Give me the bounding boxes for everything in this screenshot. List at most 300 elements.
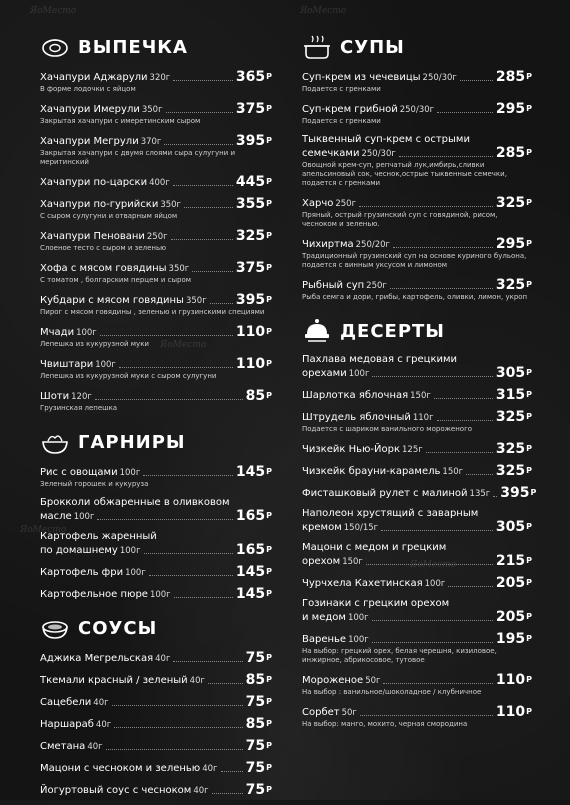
item-name: орехом xyxy=(302,556,341,567)
item-name: Рис с овощами xyxy=(40,467,118,478)
menu-item xyxy=(302,705,532,729)
price-value: 305 xyxy=(495,365,526,381)
item-weight: 250г xyxy=(335,199,357,209)
price-value: 110 xyxy=(235,324,266,340)
dot-leader xyxy=(174,597,233,598)
price-value: 395 xyxy=(500,485,530,501)
item-description: В форме лодочки с яйцом xyxy=(40,85,136,93)
ruble-sign: Р xyxy=(266,104,272,113)
dot-leader xyxy=(173,80,233,81)
section-title: ВЫПЕЧКА xyxy=(78,36,188,58)
menu-item xyxy=(40,673,272,687)
item-row xyxy=(40,695,272,709)
dot-leader xyxy=(100,335,233,336)
item-price xyxy=(496,520,532,534)
item-price xyxy=(496,632,532,646)
item-row xyxy=(40,761,272,775)
item-name: Сорбет xyxy=(302,707,340,718)
item-row xyxy=(40,673,272,687)
item-price xyxy=(236,543,272,557)
item-weight: 120г xyxy=(71,392,92,402)
item-price xyxy=(496,146,532,160)
item-weight: 370г xyxy=(140,137,162,147)
menu-item xyxy=(40,717,272,731)
menu-item xyxy=(40,175,272,189)
item-price xyxy=(496,366,532,380)
item-name: Картофельное пюре xyxy=(40,589,148,600)
item-description: Закрытая хачапури с двумя слоями сыра сулугуни и меритинский xyxy=(40,149,236,166)
item-price xyxy=(496,102,532,116)
price-value: 355 xyxy=(235,196,266,212)
section-supy xyxy=(302,28,532,302)
price-value: 75 xyxy=(245,694,266,710)
item-weight: 100г xyxy=(119,546,141,556)
item-weight: 150г xyxy=(342,557,363,567)
item-name: Сацебели xyxy=(40,697,92,708)
item-weight: 100г xyxy=(149,590,171,600)
item-row xyxy=(40,739,272,753)
ruble-sign: Р xyxy=(526,578,532,587)
ruble-sign: Р xyxy=(526,444,532,453)
item-weight: 350г xyxy=(185,296,207,306)
menu-item xyxy=(40,695,272,709)
item-name: и медом xyxy=(302,612,346,623)
section-vypechka xyxy=(40,28,272,413)
item-row xyxy=(40,565,272,579)
ruble-sign: Р xyxy=(266,295,272,304)
menu-item xyxy=(302,278,532,302)
item-name: орехами xyxy=(302,368,347,379)
item-row xyxy=(302,366,532,380)
dot-leader xyxy=(166,112,233,113)
item-name: Хофа с мясом говядины xyxy=(40,263,167,274)
item-row xyxy=(40,587,272,601)
item-price xyxy=(246,695,272,709)
item-weight: 100г xyxy=(73,512,95,522)
item-price xyxy=(236,229,272,243)
item-name-line1: Наполеон хрустящий с заварным xyxy=(302,508,479,519)
menu-item xyxy=(302,508,532,534)
ruble-sign: Р xyxy=(266,545,272,554)
menu-item xyxy=(302,410,532,434)
item-name: Ткемали красный / зеленый xyxy=(40,675,188,686)
item-row xyxy=(302,102,532,116)
dot-leader xyxy=(448,586,493,587)
item-name: Суп-крем грибной xyxy=(302,104,398,115)
item-description: Овощной крем-суп, репчатый лук,имбирь,сливки апельсиновый сок, чеснок,острые тыквенные семечки, подается с гренками xyxy=(302,161,507,187)
item-row xyxy=(302,442,532,456)
item-name: Чизкейк брауни-карамель xyxy=(302,466,441,477)
item-name: Штрудель яблочный xyxy=(302,412,411,423)
item-weight: 40г xyxy=(155,654,171,664)
item-weight: 40г xyxy=(93,698,109,708)
price-value: 285 xyxy=(495,69,526,85)
price-value: 110 xyxy=(495,704,526,720)
ruble-sign: Р xyxy=(266,359,272,368)
item-name-line1: Мацони с медом и грецким xyxy=(302,542,447,553)
item-description: С томатом , болгарским перцем и сыром xyxy=(40,276,192,284)
item-description: Пирог с мясом говядины , зеленью и грузинскими специями xyxy=(40,308,265,316)
ruble-sign: Р xyxy=(526,148,532,157)
item-price xyxy=(496,610,532,624)
soup-pot-icon xyxy=(302,32,332,62)
item-description: Лепешка из кукурузной муки с сыром сулугуни xyxy=(40,372,217,380)
ruble-sign: Р xyxy=(266,467,272,476)
price-value: 205 xyxy=(495,609,526,625)
menu-item xyxy=(40,70,272,94)
item-name: по домашнему xyxy=(40,545,118,556)
item-description: Подается с гренками xyxy=(302,85,381,93)
item-description: Лепешка из кукурузной муки xyxy=(40,340,149,348)
price-value: 375 xyxy=(235,101,266,117)
dot-leader xyxy=(144,553,233,554)
menu-item xyxy=(302,598,532,624)
ruble-sign: Р xyxy=(526,634,532,643)
item-weight: 150/15г xyxy=(343,523,379,533)
item-weight: 50г xyxy=(365,676,381,686)
watermark: ЯоМесто xyxy=(20,525,67,535)
ruble-sign: Р xyxy=(266,391,272,400)
dot-leader xyxy=(437,420,493,421)
menu-item xyxy=(40,783,272,797)
item-name-line1: Тыквенный суп-крем с острыми xyxy=(302,134,470,145)
bowl-icon xyxy=(40,427,70,457)
item-name: кремом xyxy=(302,522,342,533)
price-value: 375 xyxy=(235,260,266,276)
ruble-sign: Р xyxy=(266,567,272,576)
dot-leader xyxy=(208,683,243,684)
item-name: Хачапури Имерули xyxy=(40,104,140,115)
dot-leader xyxy=(372,620,493,621)
item-price xyxy=(236,102,272,116)
ruble-sign: Р xyxy=(526,522,532,531)
item-name-line1: Пахлава медовая с грецкими xyxy=(302,354,458,365)
dot-leader xyxy=(192,271,233,272)
item-name: Хачапури Мегрули xyxy=(40,136,139,147)
item-weight: 100г xyxy=(95,360,116,370)
item-name: Варенье xyxy=(302,634,347,645)
item-row xyxy=(40,783,272,797)
dot-leader xyxy=(97,519,232,520)
price-value: 75 xyxy=(245,760,266,776)
menu-item xyxy=(302,576,532,590)
item-price xyxy=(496,70,532,84)
item-price xyxy=(246,673,272,687)
price-value: 195 xyxy=(495,631,526,647)
price-value: 75 xyxy=(245,782,266,798)
menu-item xyxy=(40,761,272,775)
item-price xyxy=(236,197,272,211)
dot-leader xyxy=(426,452,493,453)
dot-leader xyxy=(164,144,233,145)
item-name: Харчо xyxy=(302,198,334,209)
dot-leader xyxy=(393,247,493,248)
item-row xyxy=(302,673,532,687)
menu-item xyxy=(40,651,272,665)
item-price xyxy=(496,278,532,292)
ruble-sign: Р xyxy=(526,390,532,399)
item-name: Хачапури по-гурийски xyxy=(40,199,159,210)
item-weight: 250/30г xyxy=(399,105,435,115)
item-name-line1: Брокколи обжаренные в оливковом xyxy=(40,497,230,508)
dot-leader xyxy=(359,206,493,207)
item-price xyxy=(236,175,272,189)
item-price xyxy=(496,196,532,210)
menu-item xyxy=(40,293,272,317)
menu-item xyxy=(302,102,532,126)
item-row xyxy=(302,576,532,590)
item-row xyxy=(302,464,532,478)
item-row xyxy=(302,70,532,84)
menu-item xyxy=(302,134,532,188)
ruble-sign: Р xyxy=(526,280,532,289)
dot-leader xyxy=(372,376,492,377)
dot-leader xyxy=(106,749,243,750)
item-row xyxy=(302,632,532,646)
price-value: 285 xyxy=(495,145,526,161)
item-price xyxy=(496,237,532,251)
item-price xyxy=(496,705,532,719)
dot-leader xyxy=(372,642,493,643)
item-row xyxy=(40,651,272,665)
item-price xyxy=(246,717,272,731)
item-price xyxy=(236,357,272,371)
ruble-sign: Р xyxy=(526,412,532,421)
item-price xyxy=(236,325,272,339)
item-name: Йогуртовый соус с чесноком xyxy=(40,785,192,796)
dot-leader xyxy=(221,771,243,772)
menu-item xyxy=(40,497,272,523)
ruble-sign: Р xyxy=(266,719,272,728)
price-value: 295 xyxy=(495,236,526,252)
item-name-line1: Картофель жаренный xyxy=(40,531,157,542)
item-price xyxy=(236,134,272,148)
price-value: 445 xyxy=(235,174,266,190)
price-value: 365 xyxy=(235,69,266,85)
item-weight: 40г xyxy=(202,764,218,774)
item-name: семечками xyxy=(302,148,360,159)
menu-item xyxy=(40,389,272,413)
item-price xyxy=(246,761,272,775)
ruble-sign: Р xyxy=(266,199,272,208)
ruble-sign: Р xyxy=(266,327,272,336)
item-description: Закрытая хачапури с имеретинским сыром xyxy=(40,117,201,125)
item-price xyxy=(500,486,536,500)
price-value: 325 xyxy=(495,195,526,211)
item-row xyxy=(40,465,272,479)
item-row xyxy=(40,102,272,116)
menu-item xyxy=(40,357,272,381)
item-row xyxy=(40,509,272,523)
item-price xyxy=(496,410,532,424)
item-row xyxy=(40,357,272,371)
item-name: Шарлотка яблочная xyxy=(302,390,409,401)
item-price xyxy=(236,70,272,84)
item-row xyxy=(302,196,532,210)
item-weight: 350г xyxy=(141,105,163,115)
item-weight: 40г xyxy=(87,742,103,752)
menu-item xyxy=(302,464,532,478)
dot-leader xyxy=(381,530,493,531)
dot-leader xyxy=(143,475,233,476)
ruble-sign: Р xyxy=(526,466,532,475)
item-price xyxy=(236,465,272,479)
price-value: 145 xyxy=(235,586,266,602)
item-description: Слоеное тесто с сыром и зеленью xyxy=(40,244,167,252)
price-value: 85 xyxy=(245,388,266,404)
item-name: Чвиштари xyxy=(40,359,94,370)
item-weight: 125г xyxy=(402,445,423,455)
item-row xyxy=(40,197,272,211)
item-price xyxy=(236,261,272,275)
item-weight: 350г xyxy=(160,200,182,210)
item-weight: 100г xyxy=(125,568,146,578)
price-value: 295 xyxy=(495,101,526,117)
price-value: 165 xyxy=(235,542,266,558)
item-name: Мчади xyxy=(40,327,75,338)
item-row xyxy=(302,520,532,534)
item-name: Хачапури Пеновани xyxy=(40,231,145,242)
item-description: С сыром сулугуни и отварным яйцом xyxy=(40,212,178,220)
dot-leader xyxy=(399,156,493,157)
menu-item xyxy=(40,134,272,167)
item-weight: 100г xyxy=(424,579,446,589)
price-value: 145 xyxy=(235,564,266,580)
item-weight: 250/30г xyxy=(422,73,457,83)
ruble-sign: Р xyxy=(530,488,537,497)
item-row xyxy=(40,261,272,275)
section-title: СОУСЫ xyxy=(78,617,158,639)
item-name: Чурчхела Кахетинская xyxy=(302,578,423,589)
sauce-bowl-icon xyxy=(40,613,70,643)
watermark: ЯоМесто xyxy=(300,6,347,16)
dot-leader xyxy=(114,727,242,728)
dot-leader xyxy=(171,239,233,240)
item-price xyxy=(236,509,272,523)
item-weight: 250/20г xyxy=(355,240,390,250)
dot-leader xyxy=(366,564,493,565)
right-column xyxy=(302,28,537,737)
dot-leader xyxy=(466,474,493,475)
ruble-sign: Р xyxy=(266,511,272,520)
dot-leader xyxy=(95,399,243,400)
item-description: Грузинская лепешка xyxy=(40,404,118,412)
ruble-sign: Р xyxy=(266,763,272,772)
item-name-line1: Гозинаки с грецким орехом xyxy=(302,598,450,609)
item-name: Хачапури Аджарули xyxy=(40,72,148,83)
item-description: Подается с шариком ванильного мороженого xyxy=(302,425,473,433)
item-price xyxy=(496,442,532,456)
item-weight: 150г xyxy=(442,467,464,477)
item-weight: 40г xyxy=(193,786,209,796)
item-description: Пряный, острый грузинский суп с говядиной, рисом, чесноком и зеленью. xyxy=(302,211,498,228)
menu-item xyxy=(302,388,532,402)
price-value: 75 xyxy=(245,650,266,666)
item-name: Фисташковый рулет с малиной xyxy=(302,488,468,499)
item-name: Хачапури по-царски xyxy=(40,177,148,188)
item-row xyxy=(40,229,272,243)
price-value: 85 xyxy=(245,716,266,732)
menu-item xyxy=(40,325,272,349)
dot-leader xyxy=(434,398,493,399)
item-description: На выбор: манго, мохито, черная смородина xyxy=(302,720,468,728)
item-price xyxy=(236,293,272,307)
item-price xyxy=(246,739,272,753)
ruble-sign: Р xyxy=(526,675,532,684)
price-value: 305 xyxy=(495,519,526,535)
item-name: Наршараб xyxy=(40,719,94,730)
item-weight: 400г xyxy=(149,178,170,188)
item-name: Шоти xyxy=(40,391,70,402)
item-weight: 250/30г xyxy=(361,149,396,159)
item-weight: 100г xyxy=(76,328,97,338)
section-sousy xyxy=(40,609,272,797)
item-price xyxy=(496,464,532,478)
dot-leader xyxy=(360,715,493,716)
section-title: ДЕСЕРТЫ xyxy=(340,320,445,342)
item-row xyxy=(40,134,272,148)
menu-item xyxy=(302,354,532,380)
item-price xyxy=(246,783,272,797)
item-row xyxy=(40,70,272,84)
item-price xyxy=(496,673,532,687)
item-row xyxy=(40,717,272,731)
item-description: Рыба семга и дори, грибы, картофель, оливки, лимон, укроп xyxy=(302,293,528,301)
item-row xyxy=(40,325,272,339)
menu-item xyxy=(302,70,532,94)
item-price xyxy=(246,389,272,403)
section-garniry xyxy=(40,423,272,601)
item-description: Подается с гренками xyxy=(302,117,381,125)
ruble-sign: Р xyxy=(266,675,272,684)
dot-leader xyxy=(173,185,233,186)
price-value: 315 xyxy=(495,387,526,403)
left-column xyxy=(40,28,272,805)
menu-item xyxy=(40,465,272,489)
item-description: Традиционный грузинский суп на основе куриного бульона, подается с винным уксусом и лимоном xyxy=(302,252,527,269)
item-price xyxy=(496,554,532,568)
watermark: ЯоМесто xyxy=(160,340,207,350)
dot-leader xyxy=(460,80,493,81)
item-name: Аджика Мегрельская xyxy=(40,653,154,664)
ruble-sign: Р xyxy=(526,612,532,621)
price-value: 85 xyxy=(245,672,266,688)
menu-item xyxy=(302,632,532,665)
item-description: Зеленый горошек и кукуруза xyxy=(40,480,149,488)
menu-item xyxy=(40,261,272,285)
price-value: 110 xyxy=(235,356,266,372)
price-value: 325 xyxy=(495,441,526,457)
ruble-sign: Р xyxy=(266,177,272,186)
dot-leader xyxy=(383,683,492,684)
item-row xyxy=(40,175,272,189)
menu-item xyxy=(302,196,532,229)
dot-leader xyxy=(112,705,243,706)
dot-leader xyxy=(437,112,493,113)
dot-leader xyxy=(390,288,493,289)
dot-leader xyxy=(210,303,233,304)
price-value: 325 xyxy=(495,409,526,425)
price-value: 75 xyxy=(245,738,266,754)
item-price xyxy=(236,565,272,579)
price-value: 325 xyxy=(235,228,266,244)
section-title: ГАРНИРЫ xyxy=(78,431,186,453)
item-weight: 50г xyxy=(341,708,357,718)
item-weight: 320г xyxy=(149,73,171,83)
price-value: 165 xyxy=(235,508,266,524)
item-name: Кубдари с мясом говядины xyxy=(40,295,184,306)
item-weight: 250г xyxy=(146,232,168,242)
